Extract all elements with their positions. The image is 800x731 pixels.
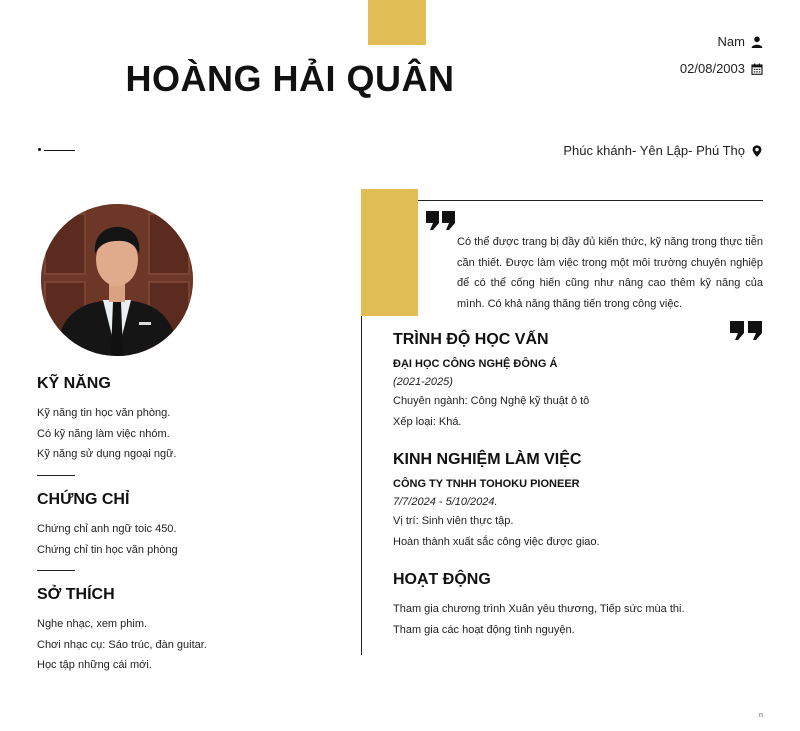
skill-item: Có kỹ năng làm việc nhóm. xyxy=(37,427,170,440)
certificates-section xyxy=(37,491,178,560)
candidate-name: HOÀNG HẢI QUÂN xyxy=(125,58,455,99)
gender-row xyxy=(718,34,763,49)
profile-photo xyxy=(41,204,193,356)
objective-top-rule xyxy=(418,200,763,201)
avatar xyxy=(41,204,193,356)
activity-item: Tham gia các hoạt động tình nguyện. xyxy=(393,623,575,636)
skills-section xyxy=(37,375,177,465)
experience-detail: Hoàn thành xuất sắc công việc được giao. xyxy=(393,535,600,548)
experience-detail: Vị trí: Sinh viên thực tập. xyxy=(393,515,514,527)
column-divider xyxy=(361,316,362,655)
skills-title: KỸ NĂNG xyxy=(37,375,111,392)
accent-block-top xyxy=(368,0,426,45)
divider-dot-line xyxy=(38,148,75,151)
address-text: Phúc khánh- Yên Lập- Phú Thọ xyxy=(563,143,745,158)
experience-section xyxy=(393,451,763,552)
education-section xyxy=(393,331,763,432)
accent-block-side xyxy=(361,189,418,316)
quote-open-icon xyxy=(425,210,457,232)
hobby-item: Học tập những cái mới. xyxy=(37,659,152,671)
education-title: TRÌNH ĐỘ HỌC VẤN xyxy=(393,331,549,348)
company-name: CÔNG TY TNHH TOHOKU PIONEER xyxy=(393,478,580,490)
education-period: (2021-2025) xyxy=(393,376,453,388)
dob-text: 02/08/2003 xyxy=(679,61,745,76)
user-icon xyxy=(751,36,763,48)
map-pin-icon xyxy=(751,145,763,157)
activities-title: HOẠT ĐỘNG xyxy=(393,571,491,588)
skills-rule xyxy=(37,475,75,476)
education-detail: Xếp loại: Khá. xyxy=(393,415,462,428)
school-name: ĐẠI HỌC CÔNG NGHỆ ĐÔNG Á xyxy=(393,358,558,370)
hobbies-section xyxy=(37,586,207,676)
experience-period: 7/7/2024 - 5/10/2024. xyxy=(393,496,498,508)
hobbies-title: SỞ THÍCH xyxy=(37,586,115,603)
activities-section xyxy=(393,571,763,640)
skill-item: Kỹ năng tin học văn phòng. xyxy=(37,407,171,419)
certificate-item: Chứng chỉ anh ngữ toic 450. xyxy=(37,523,177,535)
hobby-item: Nghe nhạc, xem phim. xyxy=(37,618,148,630)
dob-row xyxy=(680,61,763,76)
page-corner-mark: n xyxy=(759,712,763,719)
hobby-item: Chơi nhạc cụ: Sáo trúc, đàn guitar. xyxy=(37,638,207,651)
activity-item: Tham gia chương trình Xuân yêu thương, Tiếp sức mùa thi. xyxy=(393,603,685,615)
address-row xyxy=(563,143,763,158)
certificate-item: Chứng chỉ tin học văn phòng xyxy=(37,543,178,556)
certificates-title: CHỨNG CHỈ xyxy=(37,491,130,508)
calendar-icon xyxy=(751,63,763,75)
certificates-rule xyxy=(37,570,75,571)
career-objective: Có thể được trang bị đầy đủ kiến thức, kỹ năng trong thực tiễn cần thiết. Được làm việc trong một môi trường chuyên nghiệp để có thể cống hiến cũng như nâng cao thêm kỹ năng của mình. Có khả năng thăng tiến trong công việc. xyxy=(457,236,763,311)
education-detail: Chuyên ngành: Công Nghệ kỹ thuật ô tô xyxy=(393,395,590,407)
experience-title: KINH NGHIỆM LÀM VIỆC xyxy=(393,451,582,468)
gender-text: Nam xyxy=(717,34,745,49)
skill-item: Kỹ năng sử dụng ngoại ngữ. xyxy=(37,448,177,460)
